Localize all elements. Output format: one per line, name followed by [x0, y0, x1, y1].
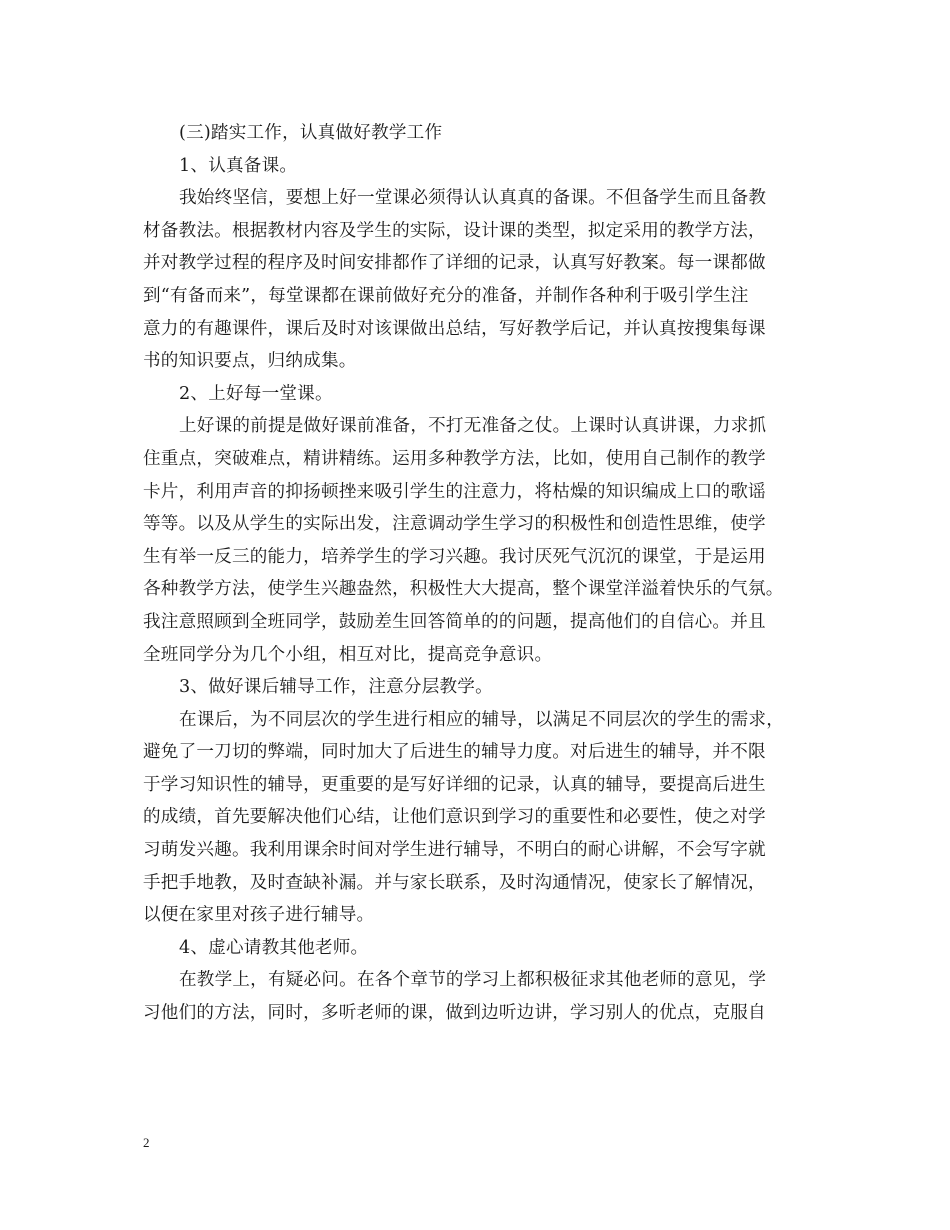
text-line: 避免了一刀切的弊端，同时加大了后进生的辅导力度。对后进生的辅导，并不限 [143, 742, 766, 763]
text-line: 2、上好每一堂课。 [179, 383, 333, 404]
text-line: 材备教法。根据教材内容及学生的实际，设计课的类型，拟定采用的教学方法， [143, 220, 766, 241]
text-line: (三)踏实工作，认真做好教学工作 [179, 123, 443, 143]
text-line: 等等。以及从学生的实际出发，注意调动学生学习的积极性和创造性思维，使学 [143, 514, 766, 535]
text-line: 意力的有趣课件，课后及时对该课做出总结，写好教学后记，并认真按搜集每课 [143, 318, 766, 339]
text-line: 习萌发兴趣。我利用课余时间对学生进行辅导，不明白的耐心讲解，不会写字就 [143, 840, 766, 861]
text-line: 于学习知识性的辅导，更重要的是写好详细的记录，认真的辅导，要提高后进生 [143, 774, 766, 795]
text-line: 并对教学过程的程序及时间安排都作了详细的记录，认真写好教案。每一课都做 [143, 253, 766, 274]
page-number: 2 [143, 1135, 150, 1150]
text-line: 4、虚心请教其他老师。 [179, 937, 369, 958]
text-line: 上好课的前提是做好课前准备，不打无准备之仗。上课时认真讲课，力求抓 [179, 416, 767, 437]
text-line: 全班同学分为几个小组，相互对比，提高竞争意识。 [143, 644, 553, 665]
text-line: 到“有备而来”，每堂课都在课前做好充分的准备，并制作各种利于吸引学生注 [143, 285, 749, 306]
text-line: 习他们的方法，同时，多听老师的课，做到边听边讲，学习别人的优点，克服自 [143, 1003, 766, 1024]
text-line: 各种教学方法，使学生兴趣盎然，积极性大大提高，整个课堂洋溢着快乐的气氛。 [143, 579, 784, 600]
text-line: 手把手地教，及时查缺补漏。并与家长联系，及时沟通情况，使家长了解情况， [143, 872, 766, 893]
text-line: 以便在家里对孩子进行辅导。 [143, 905, 375, 926]
text-line: 的成绩，首先要解决他们心结，让他们意识到学习的重要性和必要性，使之对学 [143, 807, 766, 828]
text-line: 书的知识要点，归纳成集。 [143, 351, 357, 372]
text-line: 我始终坚信，要想上好一堂课必须得认认真真的备课。不但备学生而且备教 [179, 188, 767, 209]
text-line: 生有举一反三的能力，培养学生的学习兴趣。我讨厌死气沉沉的课堂，于是运用 [143, 546, 766, 567]
document-body [143, 117, 823, 1030]
text-line: 1、认真备课。 [179, 155, 298, 176]
text-line: 在教学上，有疑必问。在各个章节的学习上都积极征求其他老师的意见，学 [179, 970, 767, 991]
text-line: 3、做好课后辅导工作，注意分层教学。 [179, 677, 493, 698]
text-line: 卡片，利用声音的抑扬顿挫来吸引学生的注意力，将枯燥的知识编成上口的歌谣 [143, 481, 766, 502]
text-line: 在课后，为不同层次的学生进行相应的辅导，以满足不同层次的学生的需求， [179, 709, 784, 730]
text-line: 我注意照顾到全班同学，鼓励差生回答简单的的问题，提高他们的自信心。并且 [143, 611, 766, 632]
text-line: 住重点，突破难点，精讲精练。运用多种教学方法，比如，使用自己制作的教学 [143, 448, 766, 469]
